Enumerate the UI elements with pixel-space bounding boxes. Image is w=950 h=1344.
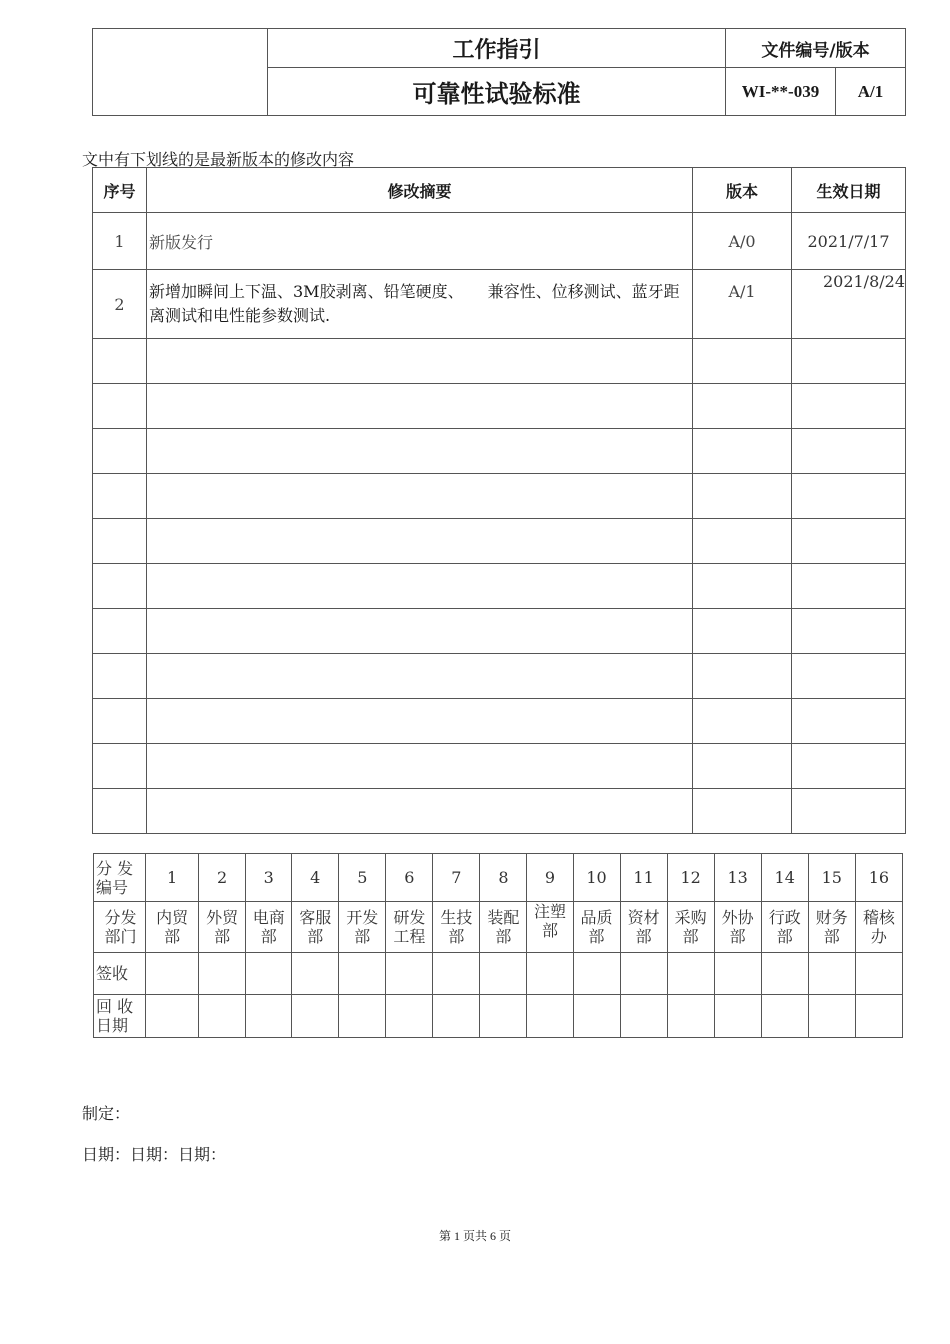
return-date-cell [761, 995, 808, 1038]
sign-cell [199, 953, 246, 995]
empty-cell [93, 564, 147, 609]
table-row [93, 213, 906, 270]
empty-cell [792, 384, 906, 429]
dist-number: 12 [667, 854, 714, 902]
empty-cell [693, 384, 792, 429]
sign-cell [246, 953, 292, 995]
dist-number: 6 [386, 854, 433, 902]
empty-row [93, 699, 906, 744]
doc-version: A/1 [836, 68, 906, 116]
empty-cell [93, 789, 147, 834]
dist-department: 外贸 部 [199, 902, 246, 953]
sign-cell [667, 953, 714, 995]
sign-cell [527, 953, 573, 995]
empty-cell [693, 339, 792, 384]
empty-cell [93, 519, 147, 564]
sign-cell [433, 953, 480, 995]
empty-row [93, 609, 906, 654]
revision-header-row [93, 168, 906, 213]
col-date: 生效日期 [792, 168, 906, 213]
empty-cell [693, 564, 792, 609]
empty-cell [93, 654, 147, 699]
sign-cell [620, 953, 667, 995]
empty-cell [147, 474, 693, 519]
dist-department: 生技 部 [433, 902, 480, 953]
empty-row [93, 339, 906, 384]
page-number: 第 1 页共 6 页 [438, 1229, 511, 1243]
dist-number: 13 [714, 854, 761, 902]
dist-number: 2 [199, 854, 246, 902]
sign-cell [573, 953, 620, 995]
empty-cell [693, 789, 792, 834]
sign-cell [761, 953, 808, 995]
return-date-cell [480, 995, 527, 1038]
return-date-cell [146, 995, 199, 1038]
empty-cell [693, 609, 792, 654]
col-seq: 序号 [93, 168, 147, 213]
dist-number: 9 [527, 854, 573, 902]
table-row [93, 270, 906, 339]
return-date-cell [714, 995, 761, 1038]
empty-cell [147, 609, 693, 654]
sign-cell [146, 953, 199, 995]
dist-department: 外协 部 [714, 902, 761, 953]
sign-cell [386, 953, 433, 995]
dist-department: 客服 部 [292, 902, 339, 953]
empty-cell [93, 474, 147, 519]
sign-cell [480, 953, 527, 995]
header-table [92, 28, 906, 116]
dist-department: 研发 工程 [386, 902, 433, 953]
return-date-cell [667, 995, 714, 1038]
dist-number: 7 [433, 854, 480, 902]
sign-cell [808, 953, 855, 995]
empty-cell [93, 699, 147, 744]
dist-department: 财务 部 [808, 902, 855, 953]
header-title-sub: 可靠性试验标准 [268, 68, 726, 116]
return-date-cell [808, 995, 855, 1038]
empty-cell [147, 789, 693, 834]
dist-department: 开发 部 [339, 902, 386, 953]
empty-cell [693, 744, 792, 789]
empty-cell [693, 429, 792, 474]
empty-cell [147, 699, 693, 744]
return-date-cell [573, 995, 620, 1038]
return-date-cell [620, 995, 667, 1038]
return-date-cell [246, 995, 292, 1038]
dist-number-label: 分 发 编号 [94, 854, 146, 902]
dist-department: 装配 部 [480, 902, 527, 953]
row-summary: 新版发行 [147, 213, 693, 270]
empty-cell [792, 564, 906, 609]
empty-cell [792, 654, 906, 699]
empty-row [93, 564, 906, 609]
dist-number: 15 [808, 854, 855, 902]
dist-return-label: 回 收 日期 [94, 995, 146, 1038]
empty-cell [93, 339, 147, 384]
dist-number: 16 [855, 854, 902, 902]
empty-cell [93, 609, 147, 654]
sign-cell [339, 953, 386, 995]
dist-department: 注塑 部 [527, 902, 573, 953]
row-version: A/1 [693, 270, 792, 339]
empty-row [93, 654, 906, 699]
dist-sign-label: 签收 [94, 953, 146, 995]
dist-number: 8 [480, 854, 527, 902]
empty-row [93, 744, 906, 789]
dist-department: 电商 部 [246, 902, 292, 953]
empty-cell [792, 789, 906, 834]
revision-table [92, 167, 906, 834]
dist-department: 品质 部 [573, 902, 620, 953]
empty-cell [792, 339, 906, 384]
dist-department: 行政 部 [761, 902, 808, 953]
header-title-main: 工作指引 [268, 29, 726, 68]
row-seq: 1 [93, 213, 147, 270]
empty-cell [147, 564, 693, 609]
sign-cell [714, 953, 761, 995]
empty-cell [693, 519, 792, 564]
dates-line: 日期：日期：日期： [82, 1145, 227, 1164]
empty-row [93, 384, 906, 429]
return-date-cell [386, 995, 433, 1038]
return-date-cell [339, 995, 386, 1038]
dist-number: 3 [246, 854, 292, 902]
row-date: 2021/8/24 [792, 270, 906, 339]
dist-number: 5 [339, 854, 386, 902]
dist-department: 稽核 办 [855, 902, 902, 953]
empty-cell [792, 474, 906, 519]
empty-cell [147, 744, 693, 789]
empty-cell [147, 384, 693, 429]
empty-cell [93, 744, 147, 789]
empty-cell [693, 474, 792, 519]
empty-cell [792, 699, 906, 744]
empty-cell [792, 519, 906, 564]
return-date-cell [433, 995, 480, 1038]
dist-number: 1 [146, 854, 199, 902]
dist-number: 11 [620, 854, 667, 902]
return-date-cell [199, 995, 246, 1038]
doc-number-label: 文件编号/版本 [726, 29, 906, 68]
return-date-cell [855, 995, 902, 1038]
empty-cell [792, 609, 906, 654]
revision-note: 文中有下划线的是最新版本的修改内容 [82, 150, 355, 169]
logo-cell [93, 29, 268, 116]
row-version: A/0 [693, 213, 792, 270]
sign-cell [855, 953, 902, 995]
dist-number: 4 [292, 854, 339, 902]
dist-dept-label: 分发 部门 [94, 902, 146, 953]
empty-row [93, 519, 906, 564]
row-seq: 2 [93, 270, 147, 339]
col-summary: 修改摘要 [147, 168, 693, 213]
empty-cell [792, 429, 906, 474]
empty-row [93, 429, 906, 474]
dist-department: 内贸 部 [146, 902, 199, 953]
empty-cell [93, 384, 147, 429]
made-by: 制定： [82, 1104, 131, 1123]
empty-row [93, 474, 906, 519]
empty-cell [147, 654, 693, 699]
dist-number: 10 [573, 854, 620, 902]
doc-number: WI-**-039 [726, 68, 836, 116]
row-summary: 新增加瞬间上下温、3M胶剥离、铅笔硬度、 兼容性、位移测试、蓝牙距离测试和电性能参数测试. [147, 270, 693, 339]
col-version: 版本 [693, 168, 792, 213]
empty-cell [147, 339, 693, 384]
empty-cell [693, 654, 792, 699]
dist-department: 资材 部 [620, 902, 667, 953]
sign-cell [292, 953, 339, 995]
dist-number: 14 [761, 854, 808, 902]
return-date-cell [527, 995, 573, 1038]
dist-department: 采购 部 [667, 902, 714, 953]
row-date: 2021/7/17 [792, 213, 906, 270]
empty-cell [147, 519, 693, 564]
empty-cell [792, 744, 906, 789]
return-date-cell [292, 995, 339, 1038]
empty-cell [93, 429, 147, 474]
empty-cell [147, 429, 693, 474]
distribution-table [93, 853, 903, 1038]
empty-row [93, 789, 906, 834]
empty-cell [693, 699, 792, 744]
